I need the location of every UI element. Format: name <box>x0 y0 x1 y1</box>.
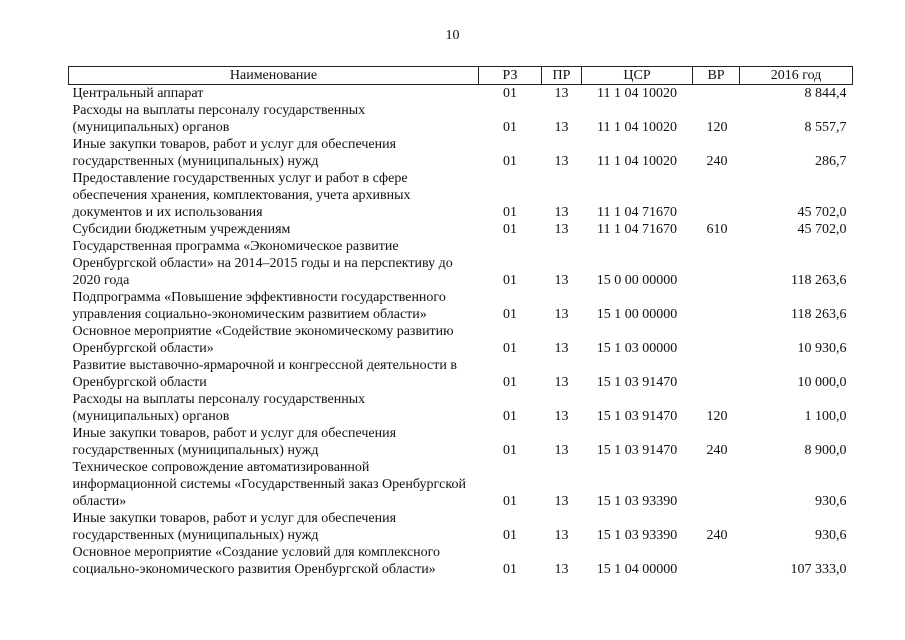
row-pr: 13 <box>554 120 569 135</box>
row-name: Техническое сопровождение автоматизированной информационной системы «Государственный заказ Оренбургской области» <box>72 460 466 509</box>
row-rz: 01 <box>503 307 517 322</box>
row-rz: 01 <box>503 341 517 356</box>
row-rz: 01 <box>503 120 517 135</box>
row-vr: 240 <box>706 528 728 543</box>
row-csr: 11 1 04 10020 <box>597 86 677 101</box>
header-year: 2016 год <box>740 67 853 85</box>
table-row <box>69 323 853 357</box>
row-pr: 13 <box>554 409 569 424</box>
table-header <box>69 67 853 85</box>
row-csr: 15 1 03 00000 <box>596 341 678 356</box>
row-rz: 01 <box>503 222 517 237</box>
table-row <box>69 357 853 391</box>
row-pr: 13 <box>554 494 569 509</box>
table-row <box>69 136 853 170</box>
row-pr: 13 <box>554 443 569 458</box>
table-row <box>69 221 853 238</box>
row-amount: 118 263,6 <box>791 307 847 322</box>
row-pr: 13 <box>554 205 569 220</box>
row-csr: 11 1 04 10020 <box>597 120 677 135</box>
row-name: Субсидии бюджетным учреждениям <box>72 222 291 237</box>
row-name: Расходы на выплаты персоналу государственных (муниципальных) органов <box>72 103 366 135</box>
row-name: Подпрограмма «Повышение эффективности государственного управления социально-экономическим развитием области» <box>72 290 446 322</box>
row-csr: 15 0 00 00000 <box>596 273 678 288</box>
row-name: Основное мероприятие «Содействие экономическому развитию Оренбургской области» <box>72 324 454 356</box>
table-row <box>69 85 853 103</box>
row-amount: 8 900,0 <box>804 443 847 458</box>
row-csr: 15 1 03 91470 <box>596 375 678 390</box>
row-pr: 13 <box>554 375 569 390</box>
row-csr: 11 1 04 10020 <box>597 154 677 169</box>
row-rz: 01 <box>503 443 517 458</box>
row-vr <box>693 289 740 323</box>
row-vr: 610 <box>706 222 728 237</box>
row-name: Государственная программа «Экономическое развитие Оренбургской области» на 2014–2015 годы и на перспективу до 2020 года <box>72 239 453 288</box>
row-amount: 10 930,6 <box>797 341 847 356</box>
row-pr: 13 <box>554 562 569 577</box>
table-row <box>69 102 853 136</box>
table-row <box>69 170 853 221</box>
row-vr <box>693 459 740 510</box>
row-rz: 01 <box>503 205 517 220</box>
row-name: Центральный аппарат <box>72 86 204 101</box>
row-amount: 10 000,0 <box>797 375 847 390</box>
row-amount: 8 557,7 <box>804 120 847 135</box>
page-number: 10 <box>445 28 460 43</box>
row-vr <box>693 238 740 289</box>
header-row <box>69 67 853 85</box>
row-name: Развитие выставочно-ярмарочной и конгрессной деятельности в Оренбургской области <box>72 358 457 390</box>
row-amount: 1 100,0 <box>804 409 847 424</box>
budget-table <box>68 66 853 578</box>
row-name: Иные закупки товаров, работ и услуг для обеспечения государственных (муниципальных) нужд <box>72 426 397 458</box>
row-amount: 930,6 <box>815 494 847 509</box>
row-name: Иные закупки товаров, работ и услуг для обеспечения государственных (муниципальных) нужд <box>72 137 397 169</box>
header-csr: ЦСР <box>582 67 693 85</box>
row-rz: 01 <box>503 494 517 509</box>
row-rz: 01 <box>503 273 517 288</box>
row-csr: 15 1 04 00000 <box>596 562 678 577</box>
row-pr: 13 <box>554 86 569 101</box>
row-vr: 240 <box>706 154 728 169</box>
row-rz: 01 <box>503 528 517 543</box>
row-amount: 107 333,0 <box>790 562 847 577</box>
row-amount: 45 702,0 <box>797 222 847 237</box>
row-csr: 11 1 04 71670 <box>597 205 677 220</box>
row-pr: 13 <box>554 528 569 543</box>
row-vr <box>693 85 740 103</box>
row-amount: 930,6 <box>815 528 847 543</box>
row-vr: 240 <box>706 443 728 458</box>
row-rz: 01 <box>503 409 517 424</box>
table-row <box>69 425 853 459</box>
table-row <box>69 289 853 323</box>
header-name: Наименование <box>69 67 479 85</box>
table-row <box>69 238 853 289</box>
table-row <box>69 391 853 425</box>
row-amount: 45 702,0 <box>797 205 847 220</box>
row-name: Основное мероприятие «Создание условий для комплексного социально-экономического развития Оренбургской области» <box>72 545 441 577</box>
header-rz: РЗ <box>479 67 542 85</box>
row-name: Расходы на выплаты персоналу государственных (муниципальных) органов <box>72 392 366 424</box>
row-amount: 286,7 <box>815 154 847 169</box>
row-amount: 8 844,4 <box>804 86 847 101</box>
header-pr: ПР <box>542 67 582 85</box>
row-name: Предоставление государственных услуг и работ в сфере обеспечения хранения, комплектования, учета архивных документов и их использования <box>72 171 411 220</box>
row-vr <box>693 544 740 578</box>
table-row <box>69 510 853 544</box>
row-csr: 15 1 03 91470 <box>596 443 678 458</box>
row-name: Иные закупки товаров, работ и услуг для обеспечения государственных (муниципальных) нужд <box>72 511 397 543</box>
row-pr: 13 <box>554 341 569 356</box>
row-vr: 120 <box>706 120 728 135</box>
row-rz: 01 <box>503 154 517 169</box>
row-amount: 118 263,6 <box>791 273 847 288</box>
row-csr: 15 1 03 93390 <box>596 528 678 543</box>
row-vr <box>693 323 740 357</box>
table-row <box>69 544 853 578</box>
row-rz: 01 <box>503 86 517 101</box>
row-pr: 13 <box>554 222 569 237</box>
header-vr: ВР <box>693 67 740 85</box>
row-vr <box>693 170 740 221</box>
table-body <box>69 85 853 579</box>
row-pr: 13 <box>554 307 569 322</box>
row-vr <box>693 357 740 391</box>
row-csr: 11 1 04 71670 <box>597 222 677 237</box>
table-row <box>69 459 853 510</box>
row-rz: 01 <box>503 562 517 577</box>
row-vr: 120 <box>706 409 728 424</box>
row-csr: 15 1 03 93390 <box>596 494 678 509</box>
row-csr: 15 1 03 91470 <box>596 409 678 424</box>
row-pr: 13 <box>554 154 569 169</box>
row-csr: 15 1 00 00000 <box>596 307 678 322</box>
row-rz: 01 <box>503 375 517 390</box>
row-pr: 13 <box>554 273 569 288</box>
